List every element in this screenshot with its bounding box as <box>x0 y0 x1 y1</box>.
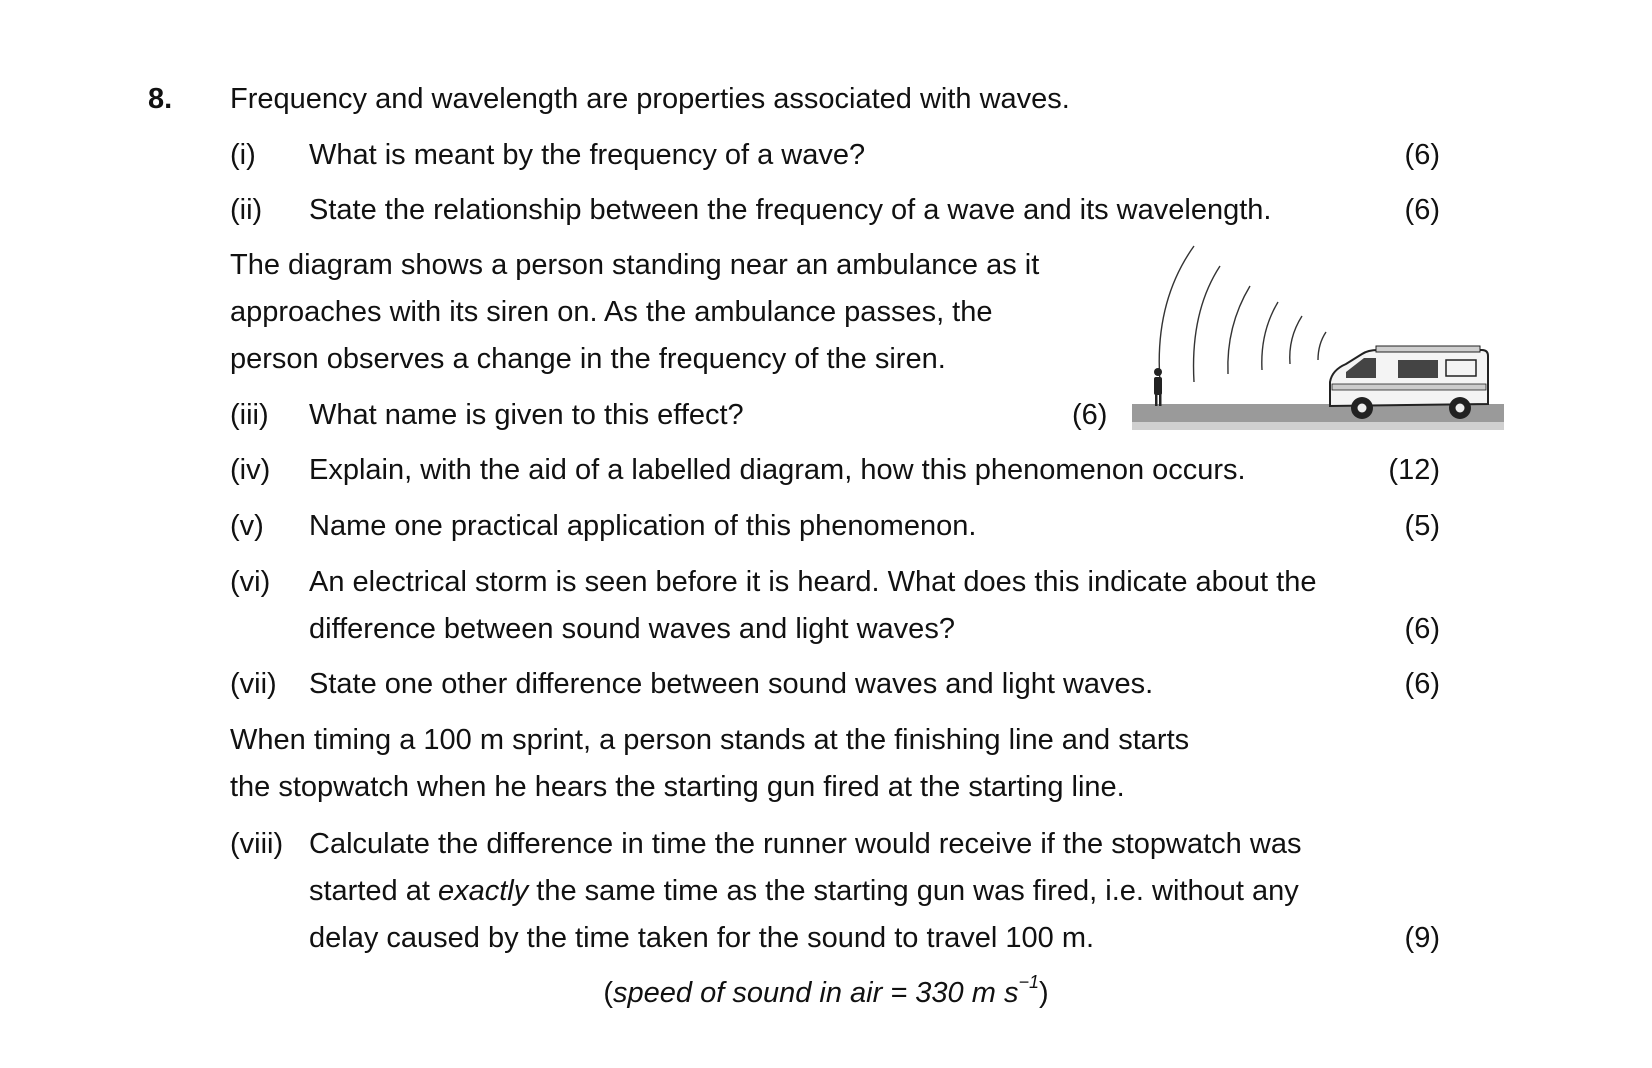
road-ground <box>1132 404 1504 422</box>
paren-close: ) <box>1038 977 1049 1009</box>
part-text-ii: State the relationship between the frequency of a wave and its wavelength. <box>309 194 1272 226</box>
person-icon <box>1154 368 1162 406</box>
part-label-iv: (iv) <box>230 454 271 486</box>
part-label-ii: (ii) <box>230 194 263 226</box>
doppler-ambulance-figure <box>1132 232 1504 450</box>
part-text-iv: Explain, with the aid of a labelled diagram, how this phenomenon occurs. <box>309 454 1246 486</box>
text-segment: started at <box>309 875 438 907</box>
part-text-viii-line1: Calculate the difference in time the runner would receive if the stopwatch was <box>309 828 1302 860</box>
formula-exponent: −1 <box>1018 972 1039 993</box>
paren-open: ( <box>603 977 613 1009</box>
part-label-iii: (iii) <box>230 399 269 431</box>
part-label-i: (i) <box>230 139 256 171</box>
speed-of-sound-note <box>0 972 1652 1010</box>
formula-text: speed of sound in air = 330 m s <box>613 977 1019 1009</box>
part-text-viii-line2 <box>309 874 1299 908</box>
part-marks-vi: (6) <box>1404 613 1440 645</box>
part-marks-v: (5) <box>1404 510 1440 542</box>
part-marks-vii: (6) <box>1404 668 1440 700</box>
part-marks-ii: (6) <box>1404 194 1440 226</box>
part-text-i: What is meant by the frequency of a wave? <box>309 139 866 171</box>
road-shadow <box>1132 422 1504 430</box>
doppler-paragraph-line: The diagram shows a person standing near an ambulance as it <box>230 249 1040 281</box>
part-text-vi-line1: An electrical storm is seen before it is heard. What does this indicate about the <box>309 566 1317 598</box>
part-marks-iv: (12) <box>1388 454 1440 486</box>
part-text-vii: State one other difference between sound waves and light waves. <box>309 668 1154 700</box>
sound-wavefronts-icon <box>1159 246 1326 382</box>
part-marks-viii: (9) <box>1404 922 1440 954</box>
sprint-paragraph-line: When timing a 100 m sprint, a person stands at the finishing line and starts <box>230 724 1190 756</box>
doppler-paragraph-line: person observes a change in the frequency of the siren. <box>230 343 946 375</box>
part-label-vii: (vii) <box>230 668 277 700</box>
part-label-v: (v) <box>230 510 264 542</box>
part-text-iii: What name is given to this effect? <box>309 399 744 431</box>
part-text-v: Name one practical application of this phenomenon. <box>309 510 977 542</box>
part-text-vi-line2: difference between sound waves and light waves? <box>309 613 955 645</box>
part-marks-iii: (6) <box>1072 399 1108 431</box>
question-number: 8. <box>148 83 173 115</box>
sprint-paragraph-line: the stopwatch when he hears the starting gun fired at the starting line. <box>230 771 1125 803</box>
text-segment: the same time as the starting gun was fired, i.e. without any <box>528 875 1299 907</box>
part-text-viii-line3: delay caused by the time taken for the sound to travel 100 m. <box>309 922 1095 954</box>
part-label-vi: (vi) <box>230 566 271 598</box>
part-marks-i: (6) <box>1404 139 1440 171</box>
question-intro: Frequency and wavelength are properties associated with waves. <box>230 83 1070 115</box>
emphasis-exactly: exactly <box>437 875 529 907</box>
part-label-viii: (viii) <box>230 828 284 860</box>
doppler-paragraph-line: approaches with its siren on. As the ambulance passes, the <box>230 296 993 328</box>
